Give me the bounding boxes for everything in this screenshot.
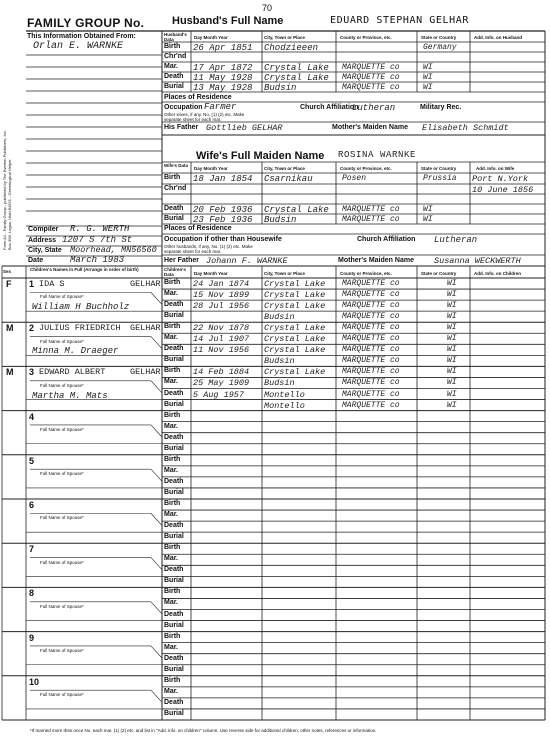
husband-church-value: Lutheran [352, 103, 396, 113]
child-3-birth-county: MARQUETTE co [342, 367, 400, 377]
husband-burial-state: WI [423, 83, 433, 92]
child-9-death-label: Death [164, 654, 184, 662]
child-2-mar-county: MARQUETTE co [342, 334, 400, 344]
child-10-death-label: Death [164, 698, 184, 706]
wife-county-header: County or Province, etc. [340, 166, 392, 171]
child-3-mar-label: Mar. [164, 378, 179, 386]
child-2-birth-date: 22 Nov 1878 [193, 323, 250, 334]
info-from-value: Orlan E. WARNKE [33, 41, 124, 52]
wife-church-label: Church Affiliation [357, 236, 416, 243]
husband-marriage-date: 17 Apr 1872 [193, 63, 253, 73]
grid-line [151, 646, 162, 658]
city-state-label: City, State [28, 247, 62, 254]
children-county-header: County or Province, etc. [340, 271, 392, 276]
husband-data-label: Husband's Data [164, 32, 187, 42]
child-1-spouse: William H Buchholz [32, 302, 130, 313]
child-3-number: 3 [29, 367, 35, 378]
child-1-name: IDA S [39, 279, 65, 289]
child-2-burial-label: Burial [164, 356, 184, 364]
husband-burial-label: Burial [164, 83, 184, 90]
date-label: Date [28, 257, 44, 264]
husband-addl-header: Add. Info. on Husband [474, 35, 522, 40]
child-3-birth-label: Birth [164, 367, 181, 375]
husband-dmy-header: Day Month Year [194, 35, 228, 40]
wife-city-header: City, Town or Place [264, 166, 305, 171]
husband-county-header: County or Province, etc. [340, 35, 392, 40]
husband-burial-county: MARQUETTE co [342, 83, 400, 92]
child-3-burial-label: Burial [164, 400, 184, 408]
child-2-burial-place: Budsin [264, 356, 295, 367]
husband-birth-date: 26 Apr 1851 [193, 43, 253, 53]
husband-church-label: Church Affiliation [300, 104, 359, 111]
child-10-number: 10 [29, 676, 40, 687]
child-3-spouse-label: Full Name of Spouse* [40, 382, 84, 388]
wife-death-place: Crystal Lake [264, 205, 329, 215]
husband-burial-place: Budsin [264, 83, 297, 93]
wife-burial-place: Budsin [264, 215, 297, 225]
husband-military-label: Military Rec. [420, 104, 462, 111]
child-3-death-label: Death [164, 389, 184, 397]
child-10-burial-label: Burial [164, 709, 184, 717]
husband-occupation-value: Farmer [204, 102, 237, 112]
child-1-burial-label: Burial [164, 312, 184, 320]
wife-death-county: MARQUETTE co [342, 205, 400, 214]
child-3-death-county: MARQUETTE co [342, 389, 400, 399]
wife-burial-county: MARQUETTE co [342, 215, 400, 224]
husband-mother-label: Mother's Maiden Name [332, 124, 408, 131]
child-9-burial-label: Burial [164, 665, 184, 673]
child-3-death-state: WI [447, 389, 457, 399]
child-3-mar-date: 25 May 1909 [193, 378, 250, 389]
grid-line [151, 425, 162, 437]
compiler-date: March 1983 [70, 255, 125, 265]
child-3-mar-county: MARQUETTE co [342, 378, 400, 388]
footnote: *If married more than once No. each mar. (1) (2) etc. and list in "Add. info. on children" column. Use reverse side for additional children, other notes, references or information. [30, 728, 377, 733]
form-title: FAMILY GROUP No. [27, 16, 145, 30]
child-1-death-state: WI [447, 301, 457, 311]
child-3-burial-place: Montello [264, 400, 305, 411]
child-1-birth-place: Crystal Lake [264, 279, 326, 289]
grid-line [151, 337, 162, 349]
child-2-mar-place: Crystal Lake [264, 334, 326, 345]
wife-burial-state: WI [423, 215, 433, 224]
child-2-spouse-label: Full Name of Spouse* [40, 338, 84, 344]
husband-burial-date: 13 May 1928 [193, 83, 253, 93]
wife-residence-label: Places of Residence [164, 225, 232, 232]
wife-father-label: Her Father [164, 257, 200, 264]
child-9-mar-label: Mar. [164, 643, 179, 651]
child-7-death-label: Death [164, 566, 184, 574]
grid-line [151, 292, 162, 304]
wife-chrnd-label: Chr'nd [164, 185, 187, 192]
husband-marriage-place: Crystal Lake [264, 63, 329, 73]
child-2-sex: M [6, 323, 14, 334]
child-2-birth-label: Birth [164, 323, 181, 331]
child-7-mar-label: Mar. [164, 555, 179, 563]
child-3-birth-state: WI [447, 367, 457, 377]
child-1-spouse-label: Full Name of Spouse* [40, 294, 84, 300]
child-1-death-label: Death [164, 301, 184, 309]
husband-city-header: City, Town or Place [264, 35, 305, 40]
side-note: Form A1 - Family Group - published by The Everton Publishers, Inc. Box 368, Logan, Utah 84321 - Genealogical Helper [2, 130, 12, 250]
wife-full-name: ROSINA WARNKE [338, 150, 417, 160]
wife-death-state: WI [423, 205, 433, 214]
child-10-birth-label: Birth [164, 676, 181, 684]
child-10-spouse-label: Full Name of Spouse* [40, 692, 84, 698]
child-4-birth-label: Birth [164, 411, 181, 419]
child-1-burial-county: MARQUETTE co [342, 312, 400, 322]
child-1-death-county: MARQUETTE co [342, 301, 400, 311]
compiler-address: 1207 S 7th St [62, 235, 133, 245]
wife-name-label: Wife's Full Maiden Name [196, 150, 325, 162]
husband-death-state: WI [423, 73, 433, 82]
child-2-mar-date: 14 Jul 1907 [193, 334, 250, 345]
husband-residence-label: Places of Residence [164, 94, 232, 101]
child-6-number: 6 [29, 500, 35, 510]
grid-line [151, 690, 162, 702]
children-dmy-header: Day Month Year [194, 271, 228, 276]
husband-full-name: EDUARD STEPHAN GELHAR [330, 15, 470, 26]
child-3-spouse: Martha M. Mats [32, 390, 108, 401]
child-1-burial-state: WI [447, 312, 457, 322]
child-2-burial-county: MARQUETTE co [342, 356, 400, 366]
wife-birth-state: Prussia [423, 174, 457, 183]
child-5-burial-label: Burial [164, 488, 184, 496]
husband-birth-state: Germany [423, 43, 457, 52]
child-8-mar-label: Mar. [164, 599, 179, 607]
husband-birth-place: Chodzieeen [264, 43, 319, 53]
wife-occupation-label: Occupation if other than Housewife [164, 236, 282, 243]
wife-addl-header: Add. Info. on Wife [476, 166, 515, 171]
child-6-spouse-label: Full Name of Spouse* [40, 515, 84, 521]
child-3-burial-county: MARQUETTE co [342, 400, 400, 410]
children-state-header: State or Country [421, 271, 457, 276]
child-2-birth-state: WI [447, 323, 457, 333]
child-8-number: 8 [29, 588, 35, 599]
compiler-name: R. G. WERTH [70, 224, 130, 234]
child-2-spouse: Minna M. Draeger [32, 346, 119, 357]
wife-death-date: 20 Feb 1936 [193, 205, 253, 215]
wife-state-header: State or Country [421, 166, 457, 171]
child-1-number: 1 [29, 279, 35, 289]
child-4-mar-label: Mar. [164, 422, 179, 430]
child-2-death-state: WI [447, 345, 457, 355]
child-2-surname: GELHAR [130, 323, 161, 334]
child-9-birth-label: Birth [164, 632, 181, 640]
child-1-mar-place: Crystal Lake [264, 290, 326, 301]
grid-line [151, 381, 162, 393]
child-8-birth-label: Birth [164, 588, 181, 596]
child-2-name: JULIUS FRIEDRICH [39, 323, 121, 334]
child-7-birth-label: Birth [164, 544, 181, 552]
husband-mother-value: Elisabeth Schmidt [422, 123, 509, 133]
child-6-mar-label: Mar. [164, 511, 179, 519]
child-1-mar-county: MARQUETTE co [342, 290, 400, 300]
husband-marriage-state: WI [423, 63, 433, 72]
compiler-label: Compiler [28, 226, 59, 233]
wife-birth-place: Csarnikau [264, 174, 313, 184]
husband-birth-label: Birth [164, 43, 181, 50]
wife-birth-county: Posen [342, 174, 367, 183]
wife-father-value: Johann F. WARNKE [206, 256, 288, 266]
husband-other-wives-note: Other wives, if any, No. (1) (2) etc. Make separate sheet for each mar. [164, 112, 245, 122]
child-4-spouse-label: Full Name of Spouse* [40, 426, 84, 432]
wife-other-husbands-note: Other husbands, if any, No. (1) (2) etc. Make separate sheet for each mar. [164, 244, 253, 254]
child-3-sex: M [6, 367, 14, 378]
husband-father-label: His Father [164, 124, 199, 131]
wife-dmy-header: Day Month Year [194, 166, 228, 171]
child-3-birth-place: Crystal Lake [264, 367, 326, 378]
child-8-spouse-label: Full Name of Spouse* [40, 603, 84, 609]
child-3-burial-state: WI [447, 400, 457, 410]
child-2-birth-county: MARQUETTE co [342, 323, 400, 333]
child-10-mar-label: Mar. [164, 687, 179, 695]
child-3-mar-state: WI [447, 378, 457, 388]
child-2-death-county: MARQUETTE co [342, 345, 400, 355]
child-3-mar-place: Budsin [264, 378, 295, 389]
child-1-sex: F [6, 279, 12, 289]
wife-addl-date: 10 June 1856 [472, 185, 534, 195]
child-2-death-label: Death [164, 345, 184, 353]
child-2-number: 2 [29, 323, 35, 334]
wife-burial-date: 23 Feb 1936 [193, 215, 253, 225]
child-3-death-place: Montello [264, 389, 305, 400]
child-1-death-place: Crystal Lake [264, 301, 326, 312]
child-1-mar-date: 15 Nov 1899 [193, 290, 250, 301]
husband-state-header: State or Country [421, 35, 457, 40]
child-4-burial-label: Burial [164, 444, 184, 452]
child-6-birth-label: Birth [164, 500, 181, 507]
grid-line [151, 513, 162, 525]
compiler-city: Moorhead, MN56560 [70, 245, 157, 255]
child-3-death-date: 5 Aug 1957 [193, 389, 245, 400]
grid-line [151, 558, 162, 570]
address-label: Address [28, 237, 57, 244]
child-1-birth-label: Birth [164, 279, 181, 286]
child-5-mar-label: Mar. [164, 466, 179, 474]
husband-chrnd-label: Chr'nd [164, 53, 187, 60]
child-1-death-date: 28 Jul 1956 [193, 301, 250, 312]
wife-death-label: Death [164, 205, 184, 212]
husband-death-label: Death [164, 73, 184, 80]
children-data-label: Children's Data [164, 267, 186, 277]
wife-mother-value: Susanna WECKWERTH [434, 256, 521, 266]
children-names-header: Children's Names in Full (Arrange in order of birth) [30, 267, 139, 272]
child-1-mar-label: Mar. [164, 290, 179, 298]
child-7-number: 7 [29, 544, 35, 555]
wife-data-label: Wife's Data [164, 163, 189, 168]
husband-name-label: Husband's Full Name [172, 15, 284, 27]
child-1-birth-date: 24 Jan 1874 [193, 279, 250, 289]
wife-mother-label: Mother's Maiden Name [338, 257, 414, 264]
child-5-number: 5 [29, 455, 35, 466]
child-5-birth-label: Birth [164, 455, 181, 463]
child-6-death-label: Death [164, 522, 184, 530]
husband-marriage-county: MARQUETTE co [342, 63, 400, 72]
wife-birth-label: Birth [164, 174, 181, 181]
child-1-birth-state: WI [447, 279, 457, 288]
wife-addl-port: Port N.York [472, 174, 529, 184]
info-from-label: This Information Obtained From: [27, 33, 136, 40]
child-2-death-place: Crystal Lake [264, 345, 326, 356]
child-5-spouse-label: Full Name of Spouse* [40, 471, 84, 477]
grid-line [151, 602, 162, 614]
page-number: 70 [262, 3, 273, 13]
child-6-burial-label: Burial [164, 533, 184, 541]
husband-occupation-label: Occupation [164, 104, 203, 111]
child-4-number: 4 [29, 411, 35, 422]
child-2-birth-place: Crystal Lake [264, 323, 326, 334]
child-2-mar-state: WI [447, 334, 457, 344]
child-2-mar-label: Mar. [164, 334, 179, 342]
child-9-number: 9 [29, 632, 35, 643]
child-1-mar-state: WI [447, 290, 457, 300]
child-3-surname: GELHAR [130, 367, 161, 378]
husband-death-place: Crystal Lake [264, 73, 329, 83]
wife-birth-date: 18 Jan 1854 [193, 174, 253, 184]
child-1-burial-place: Budsin [264, 312, 295, 323]
grid-line [151, 469, 162, 481]
children-addl-header: Add. Info. on Children [474, 271, 521, 276]
child-7-spouse-label: Full Name of Spouse* [40, 559, 84, 565]
husband-father-value: Gottlieb GELHAR [206, 123, 283, 133]
child-3-birth-date: 14 Feb 1884 [193, 367, 250, 378]
child-1-birth-county: MARQUETTE co [342, 279, 400, 288]
husband-mar-label: Mar. [164, 63, 179, 70]
children-city-header: City, Town or Place [264, 271, 305, 276]
wife-burial-label: Burial [164, 215, 184, 222]
child-3-name: EDWARD ALBERT [39, 367, 106, 378]
child-4-death-label: Death [164, 433, 184, 441]
child-1-surname: GELHAR [130, 279, 161, 289]
wife-church-value: Lutheran [434, 235, 478, 245]
husband-death-date: 11 May 1928 [193, 73, 253, 83]
child-8-burial-label: Burial [164, 621, 184, 629]
child-7-burial-label: Burial [164, 577, 184, 585]
sex-header: Sex [3, 269, 12, 274]
child-2-burial-state: WI [447, 356, 457, 366]
child-5-death-label: Death [164, 477, 184, 485]
child-9-spouse-label: Full Name of Spouse* [40, 647, 84, 653]
child-8-death-label: Death [164, 610, 184, 618]
husband-death-county: MARQUETTE co [342, 73, 400, 82]
child-2-death-date: 11 Nov 1956 [193, 345, 250, 356]
